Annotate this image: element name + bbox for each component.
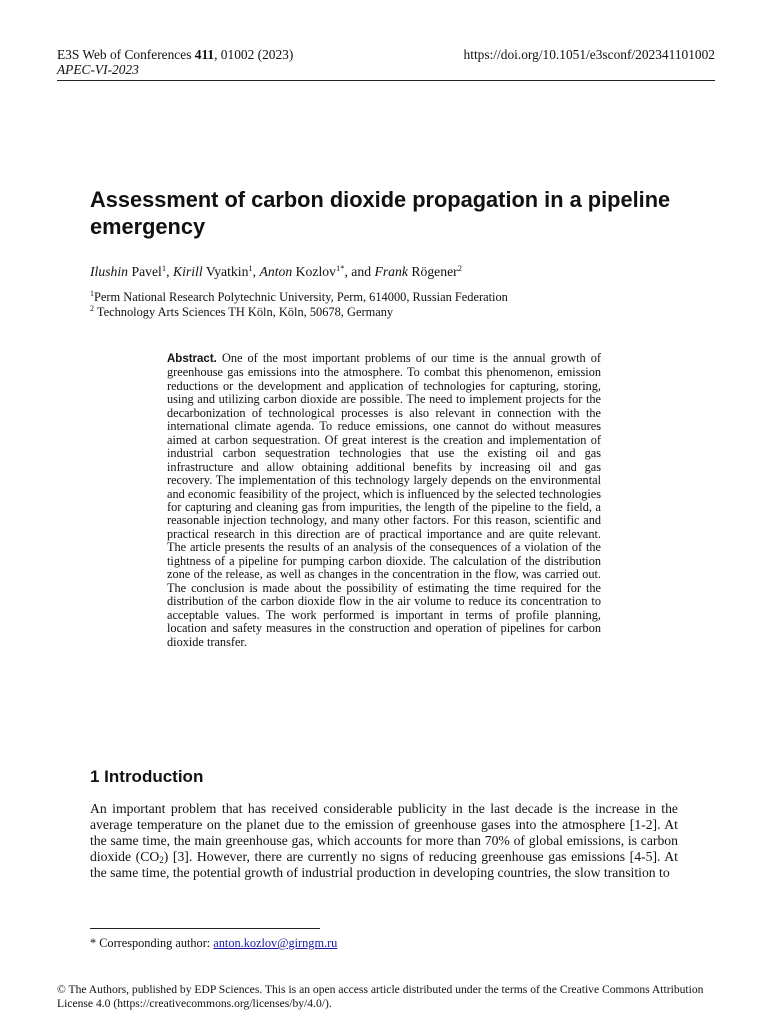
author: Ilushin Pavel$^1$ [90, 263, 167, 279]
author: Anton Kozlov$^{1*}$ [259, 263, 345, 279]
conference-citation: E3S Web of Conferences 411, 01002 (2023) [57, 47, 294, 62]
affiliation: $^2$ Technology Arts Sciences TH Köln, Köln, 50678, Germany [90, 304, 394, 319]
license-notice: © The Authors, published by EDP Sciences. This is an open access article distributed under the terms of the Creative Commons Attribution License 4.0 (https://creativecommons.org/licenses/by/4.0/). [57, 983, 704, 1010]
conference-short-name: APEC-VI-2023 [57, 62, 139, 77]
author: Frank Rögener$^2$ [374, 263, 462, 279]
running-header-left [57, 47, 293, 77]
section-heading: 1 Introduction [90, 767, 204, 786]
footnote-divider [90, 928, 320, 929]
footnote: * Corresponding author: anton.kozlov@girngm.ru [90, 936, 338, 950]
affiliation: $^1$Perm National Research Polytechnic University, Perm, 614000, Russian Federation [90, 289, 508, 304]
abstract-label: Abstract. [167, 353, 217, 365]
email-link[interactable]: anton.kozlov@girngm.ru [213, 936, 338, 950]
section-body: An important problem that has received considerable publicity in the last decade is the increase in the average temperature on the planet due to the emission of greenhouse gases into the atmosphere [1-2]. At the same time, the main greenhouse gas, which accounts for more than 70% of global emissions, is carbon dioxide $(CO_2)$ [3]. However, there are currently no signs of reducing greenhouse gas emissions [4-5]. At the same time, the potential growth of industrial production in developing countries, the slow transition to [90, 801, 678, 880]
author: Kirill Vyatkin$^1$ [172, 263, 253, 279]
doi-link[interactable]: https://doi.org/10.1051/e3sconf/202341101002 [463, 47, 715, 62]
author-list: Ilushin Pavel$^1$, Kirill Vyatkin$^1$, Anton Kozlov$^{1*}$, and Frank Rögener$^2$ [90, 263, 462, 279]
paper-title: Assessment of carbon dioxide propagation in a pipeline emergency [90, 187, 671, 239]
header-divider [57, 80, 715, 81]
volume-number: 411 [194, 47, 215, 62]
abstract-text: One of the most important problems of our time is the annual growth of greenhouse gas emissions into the atmosphere. To combat this phenomenon, emission reductions or the development and application of technologies for capturing, storing, using and utilizing carbon dioxide are possible. The need to implement projects for the decarbonization of technological processes is also relevant in connection with the international climate agenda. To reduce emissions, one cannot do without measures aimed at carbon sequestration. Of great interest is the creation and implementation of industrial carbon sequestration technologies that use the existing oil and gas infrastructure and allow obtaining additional benefits by increasing oil and gas recovery. The implementation of this technology largely depends on the environmental and economic feasibility of the project, which is influenced by the selected technologies for capturing and cleaning gas from impurities, the length of the pipeline to the field, a reasonable injection technology, and many other factors. For this reason, scientific and practical research in this direction are of practical importance and are quite relevant. The article presents the results of an analysis of the consequences of a violation of the tightness of a pipeline for pumping carbon dioxide. The calculation of the distribution zone of the release, as well as changes in the concentration in the flow, was carried out. The conclusion is made about the possibility of estimating the time required for the distribution of the carbon dioxide flow in the air volume to reduce its concentration to acceptable values. The work performed is important in terms of profile planning, location and safety measures in the construction and operation of pipelines for carbon dioxide transfer. [167, 351, 601, 649]
abstract [167, 352, 601, 649]
